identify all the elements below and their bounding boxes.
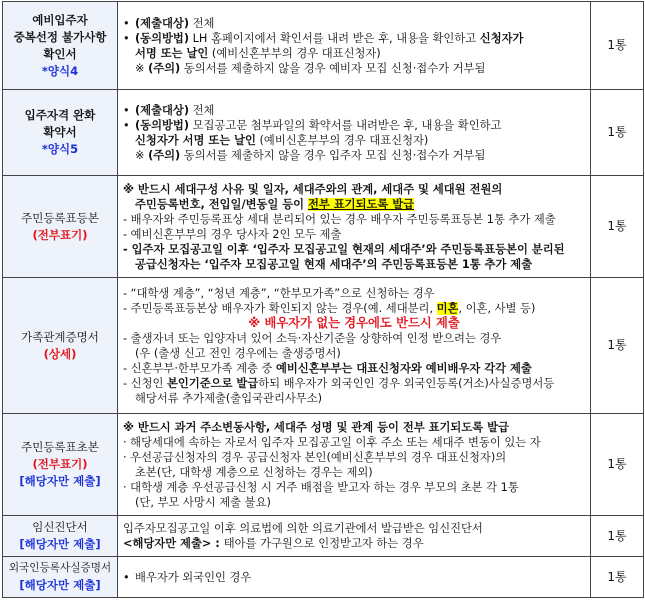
bullet-icon: • — [123, 16, 130, 30]
detail-emphasis: 신청자가 서명 또는 날인 — [135, 133, 256, 147]
detail-text: (우 (출생 신고 전인 경우에는 출생증명서) — [135, 346, 341, 360]
applicability-note: [해당자만 제출] — [19, 537, 101, 551]
doc-name-cell — [3, 278, 118, 414]
doc-name-cell — [3, 176, 118, 278]
notice-text: 주민등록번호, 전입일/변동일 등이 — [135, 197, 308, 211]
detail-text: · 해당세대에 속하는 자로서 입주자 모집공고일 이후 주소 또는 세대주 변동이 있는 자 — [123, 435, 541, 449]
detail-emphasis: <해당자만 제출> : — [123, 537, 224, 550]
table-row — [3, 516, 644, 557]
applicability-note: [해당자만 제출] — [19, 578, 101, 592]
detail-text: · 대학생 계층 우선공급신청 시 거주 배점을 받고자 하는 경우 부모의 초본 각 1통 — [123, 480, 519, 494]
table-row — [3, 278, 644, 414]
detail-text: (예비신혼부부의 경우 대표신청자) — [255, 133, 429, 147]
detail-text: - 주민등록표등본상 배우자가 확인되지 않는 경우(예. 세대분리, — [123, 301, 437, 315]
detail-emphasis: 본인기준으로 발급 — [167, 376, 259, 390]
doc-name: 중복선정 불가사항 — [13, 29, 107, 44]
note-mark: ※ — [135, 61, 149, 75]
doc-detail-cell — [118, 278, 591, 414]
quantity-cell: 1통 — [591, 557, 644, 598]
quantity-cell: 1통 — [591, 176, 644, 278]
doc-name: 임신진단서 — [32, 520, 88, 534]
detail-heading: (제출대상) — [135, 103, 189, 117]
bullet-icon: • — [123, 103, 130, 117]
detail-text: - 예비신혼부부의 경우 당사자 2인 모두 제출 — [123, 227, 342, 241]
doc-name: 확약서 — [43, 125, 77, 139]
doc-detail-cell — [118, 2, 591, 90]
doc-name: 입주자격 완화 — [24, 108, 96, 122]
note-mark: ※ — [135, 148, 149, 162]
detail-heading: (주의) — [148, 148, 181, 162]
detail-text: , 이혼, 사별 등) — [458, 301, 536, 315]
doc-detail-cell — [118, 176, 591, 278]
detail-text: 초본(단, 대학생 계층으로 신청하는 경우는 제외) — [135, 465, 373, 479]
document-requirements-table — [2, 1, 644, 598]
detail-emphasis: - 입주자 모집공고일 이후 ‘입주자 모집공고일 현재의 세대주’와 주민등록표등본이 분리된 — [123, 242, 565, 256]
quantity-cell: 1통 — [591, 2, 644, 90]
detail-emphasis: 서명 또는 날인 — [135, 46, 209, 60]
doc-name-cell — [3, 516, 118, 557]
detail-text: - 출생자녀 또는 입양자녀 있어 소득·자산기준을 상향하여 인정 받으려는 경우 — [123, 331, 502, 345]
doc-name-cell — [3, 557, 118, 598]
detail-heading: (동의방법) — [135, 31, 189, 45]
detail-text: 모집공고문 첨부파일의 확약서를 내려받은 후, 내용을 확인하고 — [188, 118, 502, 132]
bullet-icon: • — [123, 118, 130, 132]
form-number: *양식4 — [41, 63, 79, 78]
detail-emphasis: 공급신청자는 ‘입주자 모집공고일 현재 세대주’의 주민등록표등본 1통 추가 제출 — [135, 257, 533, 271]
doc-name: 예비입주자 — [32, 12, 88, 27]
doc-name-cell — [3, 414, 118, 516]
doc-detail-cell — [118, 516, 591, 557]
notice-text: ※ 반드시 과거 주소변동사항, 세대주 성명 및 관계 등이 전부 표기되도록 발급 — [123, 420, 509, 434]
issue-condition: (전부표기) — [32, 227, 88, 242]
issue-condition: (전부표기) — [32, 457, 88, 471]
doc-detail-cell — [118, 414, 591, 516]
detail-text: 전체 — [188, 16, 215, 30]
table-row — [3, 557, 644, 598]
doc-name: 주민등록표초본 — [21, 440, 99, 454]
doc-name: 가족관계증명서 — [21, 329, 99, 344]
detail-text: - 신혼부부·한부모가족 계층 중 — [123, 361, 276, 375]
detail-heading: (주의) — [148, 61, 181, 75]
quantity-cell: 1통 — [591, 90, 644, 176]
detail-heading: (동의방법) — [135, 118, 189, 132]
applicability-note: [해당자만 제출] — [19, 474, 101, 488]
detail-text: 전체 — [188, 103, 215, 117]
detail-text: · 우선공급신청자의 경우 공급신청자 본인(예비신혼부부의 경우 대표신청자)의 — [123, 450, 507, 464]
notice-text: ※ 반드시 세대구성 사유 및 일자, 세대주와의 관계, 세대주 및 세대원 전원의 — [123, 182, 503, 196]
detail-text: 입주자모집공고일 이후 의료법에 의한 의료기관에서 발급받은 임신진단서 — [123, 522, 483, 535]
detail-text: (예비신혼부부의 경우 대표신청자) — [208, 46, 381, 60]
detail-emphasis: 예비신혼부부는 대표신청자와 예비배우자 각각 제출 — [276, 361, 532, 375]
detail-text: - 배우자와 주민등록표상 세대 분리되어 있는 경우 배우자 주민등록표등본 1통 추가 제출 — [123, 212, 556, 226]
bullet-icon: • — [123, 570, 130, 584]
table-row — [3, 176, 644, 278]
quantity-cell: 1통 — [591, 414, 644, 516]
detail-text: 동의서를 제출하지 않을 경우 예비자 모집 신청·접수가 거부됨 — [180, 61, 486, 75]
detail-heading: (제출대상) — [135, 16, 189, 30]
table-row — [3, 414, 644, 516]
detail-text: 동의서를 제출하지 않을 경우 입주자 모집 신청·접수가 거부됨 — [180, 148, 486, 162]
detail-text: LH 홈페이지에서 확인서를 내려 받은 후, 내용을 확인하고 — [188, 31, 480, 45]
warning-text: ※ 배우자가 없는 경우에도 반드시 제출 — [248, 315, 460, 330]
detail-text: 배우자가 외국인인 경우 — [135, 570, 252, 584]
doc-detail-cell — [118, 90, 591, 176]
table-row — [3, 90, 644, 176]
table-row — [3, 2, 644, 90]
detail-text: 태아를 가구원으로 인정받고자 하는 경우 — [223, 537, 424, 550]
form-number: *양식5 — [41, 142, 79, 156]
highlighted-text: 전부 표기되도록 발급 — [308, 197, 415, 211]
detail-text: 하되 배우자가 외국인인 경우 외국인등록(거소)사실증명서등 — [258, 376, 555, 390]
detail-text: (단, 부모 사망시 제출 불요) — [135, 495, 271, 509]
detail-text: - “대학생 계층”, “청년 계층”, “한부모가족”으로 신청하는 경우 — [123, 286, 435, 300]
doc-name: 주민등록표등본 — [21, 210, 99, 225]
detail-text: - 신청인 — [123, 376, 167, 390]
doc-name-cell — [3, 90, 118, 176]
quantity-cell: 1통 — [591, 278, 644, 414]
doc-name-cell — [3, 2, 118, 90]
doc-name: 확인서 — [43, 46, 77, 61]
doc-name: 외국인등록사실증명서 — [8, 562, 112, 574]
highlighted-text: 미혼 — [436, 301, 459, 315]
detail-emphasis: 신청자가 — [479, 31, 524, 45]
quantity-cell: 1통 — [591, 516, 644, 557]
issue-condition: (상세) — [43, 346, 77, 361]
bullet-icon: • — [123, 31, 130, 45]
doc-detail-cell — [118, 557, 591, 598]
detail-text: 해당서류 추가제출(출입국관리사무소) — [135, 391, 323, 405]
